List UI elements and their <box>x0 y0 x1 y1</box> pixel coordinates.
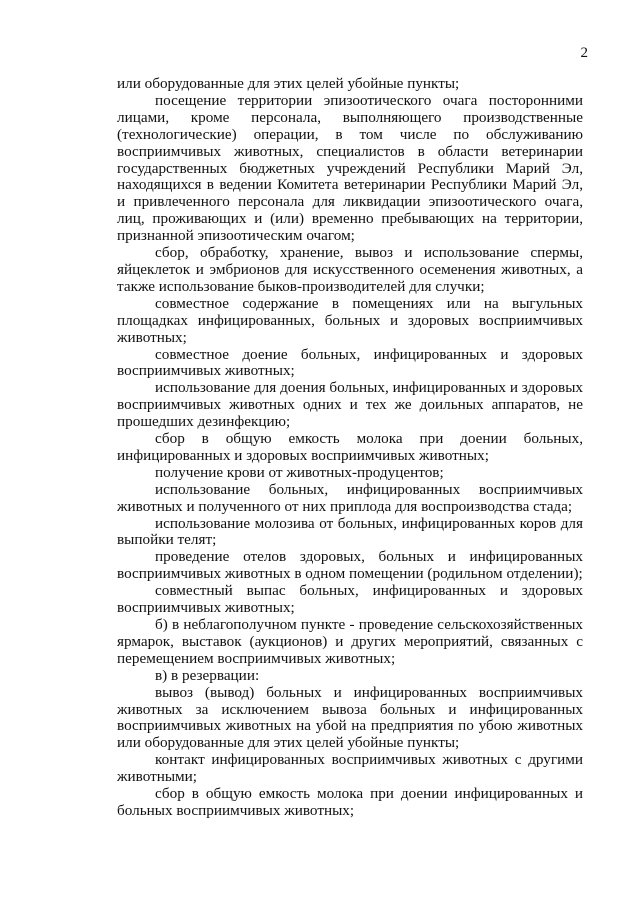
paragraph-breeding-use: использование больных, инфицированных восприимчивых животных и полученного от них приплода для воспроизводства стада; <box>117 480 583 515</box>
paragraph-calving: проведение отелов здоровых, больных и инфицированных восприимчивых животных в одном помещении (родильном отделении); <box>117 548 583 583</box>
paragraph-item-b: б) в неблагополучном пункте - проведение сельскохозяйственных ярмарок, выставок (аукционов) и других мероприятий, связанных с перемещением восприимчивых животных; <box>117 616 583 667</box>
paragraph-grazing: совместный выпас больных, инфицированных и здоровых восприимчивых животных; <box>117 582 583 617</box>
page-number: 2 <box>580 45 588 61</box>
paragraph-joint-milking: совместное доение больных, инфицированных и здоровых восприимчивых животных; <box>117 345 583 380</box>
paragraph-visiting-territory: посещение территории эпизоотического очага посторонними лицами, кроме персонала, выполняющего производственные (технологические) операции, в том числе по обслуживанию восприимчивых животных, специалистов в области ветеринарии государственных бюджетных учреждений Республики Марий Эл, находящихся в ведении Комитета ветеринарии Республики Марий Эл, и привлеченного персонала для ликвидации эпизоотического очага, лиц, проживающих и (или) временно пребывающих на территории, признанной эпизоотическим очагом; <box>117 91 583 245</box>
paragraph-item-v: в) в резервации: <box>155 666 260 684</box>
paragraph-milk-collection: сбор в общую емкость молока при доении больных, инфицированных и здоровых восприимчивых животных; <box>117 430 583 464</box>
document-body <box>117 76 583 820</box>
paragraph-removal: вывоз (вывод) больных и инфицированных восприимчивых животных за исключением вывоза больных и инфицированных восприимчивых животных на убой на предприятия по убою животных или оборудованные для этих целей убойные пункты; <box>117 683 583 752</box>
paragraph-colostrum: использование молозива от больных, инфицированных коров для выпойки телят; <box>117 514 583 549</box>
paragraph-joint-keeping: совместное содержание в помещениях или на выгульных площадках инфицированных, больных и здоровых восприимчивых животных; <box>117 294 583 346</box>
paragraph-sperm-collection: сбор, обработку, хранение, вывоз и использование спермы, яйцеклеток и эмбрионов для искусственного осеменения животных, а также использование быков-производителей для случки; <box>117 244 583 295</box>
paragraph-milk-collection-reservation: сбор в общую емкость молока при доении инфицированных и больных восприимчивых животных; <box>117 785 583 819</box>
paragraph-contact: контакт инфицированных восприимчивых животных с другими животными; <box>117 751 583 786</box>
paragraph-blood-collection: получение крови от животных-продуцентов; <box>155 463 444 481</box>
paragraph-continuation: или оборудованные для этих целей убойные пункты; <box>117 75 460 92</box>
paragraph-milking-machines: использование для доения больных, инфицированных и здоровых восприимчивых животных одних и тех же доильных аппаратов, не прошедших дезинфекцию; <box>117 379 583 431</box>
